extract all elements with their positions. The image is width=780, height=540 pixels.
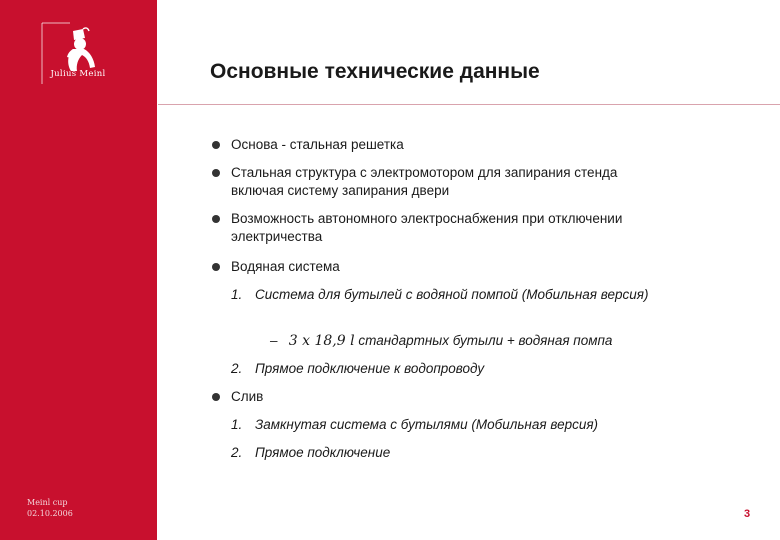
footer-date: 02.10.2006 <box>27 509 73 518</box>
bullet-frame: Основа - стальная решетка <box>231 137 404 152</box>
bullet-autonomous-power: Возможность автономного электроснабжения при отключении электричества <box>231 211 623 244</box>
title-divider <box>158 104 780 105</box>
list-text: Прямое подключение к водопроводу <box>255 361 485 376</box>
bullet-dot-icon <box>212 393 220 401</box>
list-text: Прямое подключение <box>255 445 391 460</box>
bullet-dot-icon <box>212 263 220 271</box>
quantity-description: стандартных бутыли + водяная помпа <box>358 333 613 348</box>
drain-item-closed <box>231 416 671 434</box>
bullet-drain: Слив <box>231 389 264 404</box>
list-text: Замкнутая система с бутылями (Мобильная версия) <box>255 417 599 432</box>
bullet-dot-icon <box>212 169 220 177</box>
dash-marker: – <box>270 333 278 348</box>
footer-event: Meinl cup <box>27 498 68 507</box>
brand-sidebar <box>0 0 157 540</box>
logo-wordmark: Julius Meinl <box>50 69 106 79</box>
bullet-water-system: Водяная система <box>231 259 340 274</box>
bullet-dot-icon <box>212 215 220 223</box>
page-title: Основные технические данные <box>210 60 540 83</box>
list-number: 2. <box>231 361 243 376</box>
julius-meinl-logo <box>40 21 116 86</box>
bullet-dot-icon <box>212 141 220 149</box>
drain-item-direct <box>231 444 671 462</box>
footer-info <box>27 497 73 519</box>
water-subitem-quantity <box>270 332 612 350</box>
list-number: 2. <box>231 445 243 460</box>
water-item-direct <box>231 360 671 378</box>
list-text: Система для бутылей с водяной помпой (Мобильная версия) <box>255 287 649 302</box>
list-number: 1. <box>231 417 243 432</box>
water-item-bottles <box>231 286 651 304</box>
bullet-lock-structure: Стальная структура с электромотором для запирания стенда включая систему запирания двери <box>231 165 618 198</box>
list-number: 1. <box>231 287 243 302</box>
bottle-quantity: 3 x 18,9 l <box>288 333 355 349</box>
page-number: 3 <box>744 508 751 520</box>
